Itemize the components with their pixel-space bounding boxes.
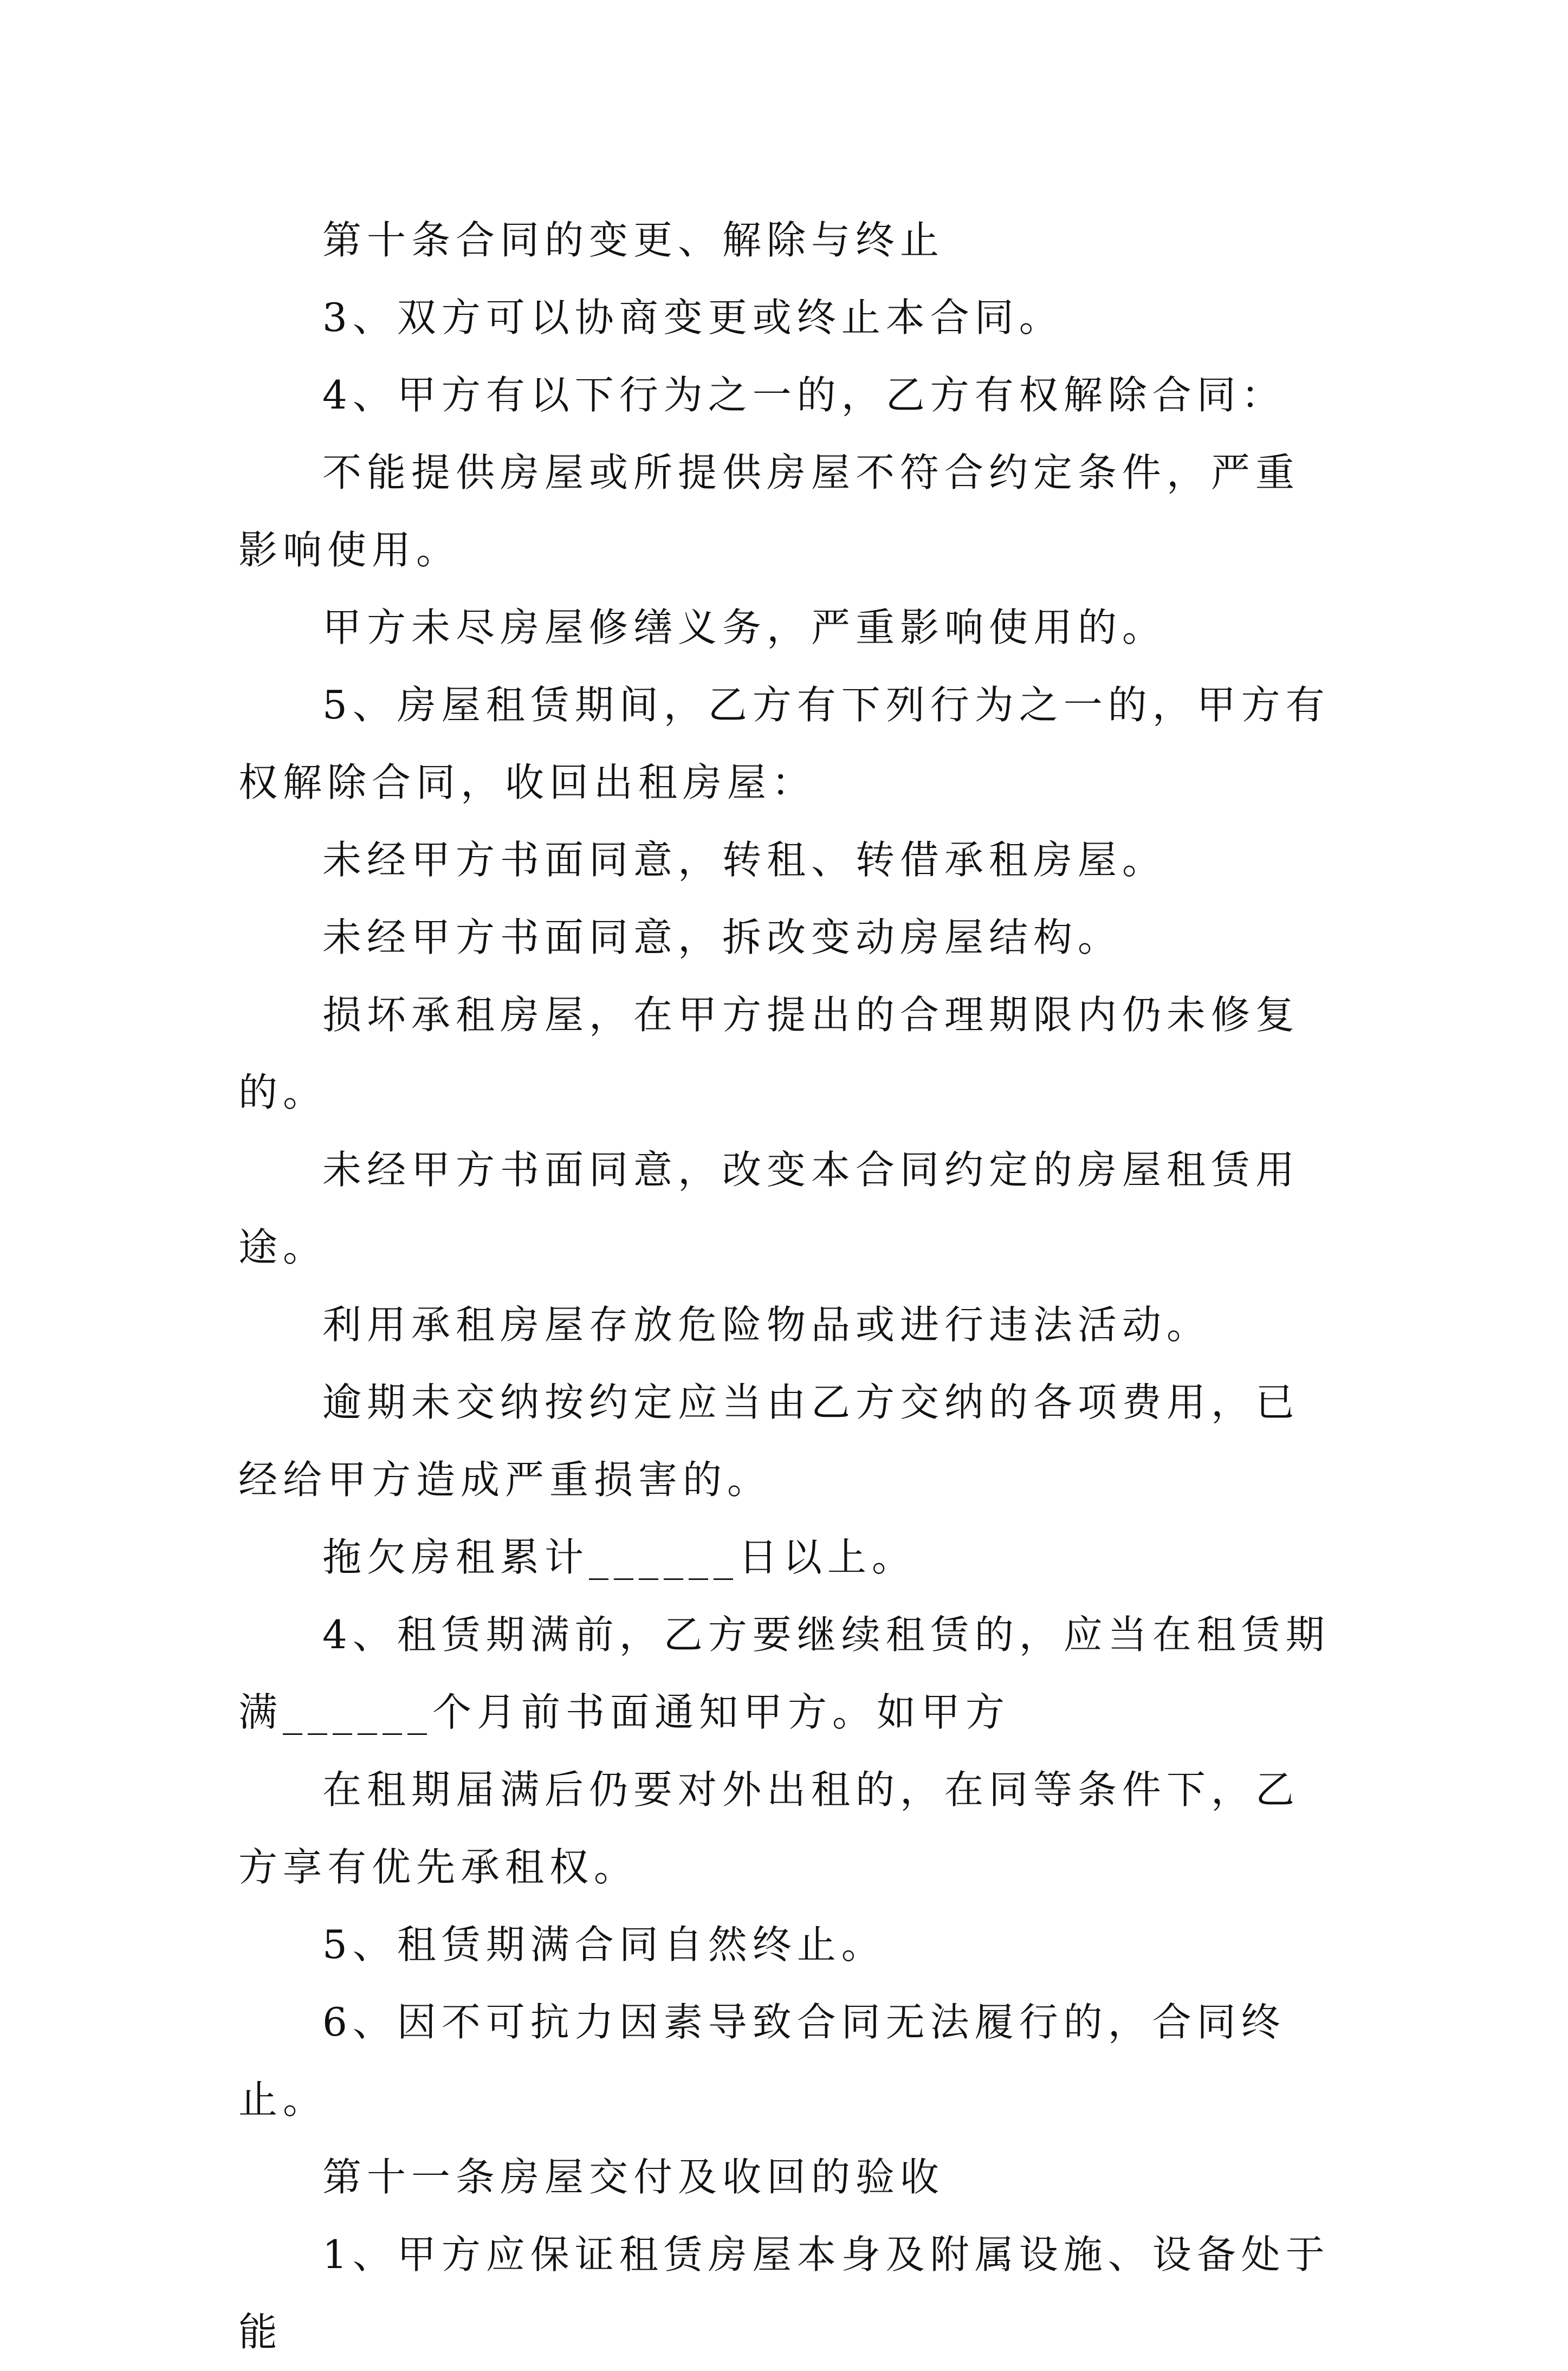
document-body [238,202,1333,2371]
clause-paragraph: 未经甲方书面同意，拆改变动房屋结构。 [322,915,1123,960]
clause-paragraph: 损坏承租房屋，在甲方提出的合理期限内仍未修复的。 [238,992,1300,1115]
section-heading-10: 第十条合同的变更、解除与终止 [322,217,945,263]
clause-paragraph: 逾期未交纳按约定应当由乙方交纳的各项费用，已经给甲方造成严重损害的。 [238,1379,1300,1502]
clause-paragraph: 1、甲方应保证租赁房屋本身及附属设施、设备处于能 [238,2232,1330,2355]
clause-paragraph: 不能提供房屋或所提供房屋不符合约定条件，严重影响使用。 [238,450,1300,573]
clause-paragraph: 未经甲方书面同意，改变本合同约定的房屋租赁用途。 [238,1147,1300,1270]
clause-paragraph: 5、房屋租赁期间，乙方有下列行为之一的，甲方有权解除合同，收回出租房屋： [238,682,1330,805]
clause-paragraph: 利用承租房屋存放危险物品或进行违法活动。 [322,1302,1211,1348]
clause-paragraph: 4、租赁期满前，乙方要继续租赁的，应当在租赁期满______个月前书面通知甲方。如甲方 [238,1612,1330,1735]
clause-paragraph: 5、租赁期满合同自然终止。 [322,1922,886,1967]
clause-paragraph: 6、因不可抗力因素导致合同无法履行的，合同终止。 [238,1999,1286,2122]
clause-paragraph: 4、甲方有以下行为之一的，乙方有权解除合同： [322,372,1286,418]
clause-paragraph: 未经甲方书面同意，转租、转借承租房屋。 [322,837,1167,883]
clause-paragraph: 在租期届满后仍要对外出租的，在同等条件下，乙方享有优先承租权。 [238,1767,1300,1890]
clause-paragraph: 3、双方可以协商变更或终止本合同。 [322,295,1064,340]
clause-paragraph: 甲方未尽房屋修缮义务，严重影响使用的。 [322,605,1167,650]
clause-paragraph: 拖欠房租累计______日以上。 [322,1534,917,1580]
section-heading-11: 第十一条房屋交付及收回的验收 [322,2154,945,2200]
